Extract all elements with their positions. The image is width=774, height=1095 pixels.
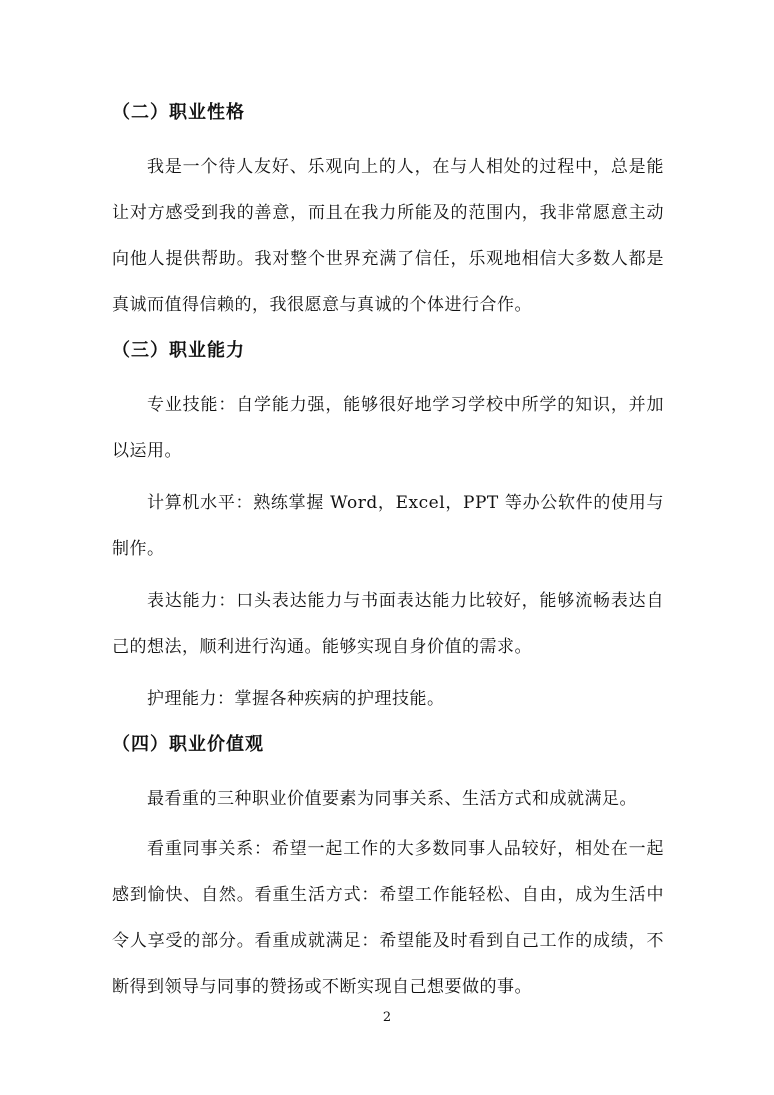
paragraph-nursing-skill: 护理能力：掌握各种疾病的护理技能。 bbox=[147, 689, 445, 709]
section-heading-personality: （二）职业性格 bbox=[112, 102, 245, 123]
paragraph-computer-skill: 计算机水平：熟练掌握 Word，Excel，PPT 等办公软件的使用与制作。 bbox=[112, 493, 664, 559]
paragraph-professional-skill: 专业技能：自学能力强，能够很好地学习学校中所学的知识，并加以运用。 bbox=[112, 395, 664, 461]
page-content bbox=[112, 98, 664, 1010]
paragraph-personality: 我是一个待人友好、乐观向上的人，在与人相处的过程中，总是能让对方感受到我的善意，而且在我力所能及的范围内，我非常愿意主动向他人提供帮助。我对整个世界充满了信任，乐观地相信大多数人都是真诚而值得信赖的，我很愿意与真诚的个体进行合作。 bbox=[112, 157, 664, 315]
paragraph-values-detail: 看重同事关系：希望一起工作的大多数同事人品较好，相处在一起感到愉快、自然。看重生活方式：希望工作能轻松、自由，成为生活中令人享受的部分。看重成就满足：希望能及时看到自己工作的成绩，不断得到领导与同事的赞扬或不断实现自己想要做的事。 bbox=[112, 839, 664, 997]
paragraph-expression-skill: 表达能力：口头表达能力与书面表达能力比较好，能够流畅表达自己的想法，顺利进行沟通。能够实现自身价值的需求。 bbox=[112, 591, 664, 657]
section-heading-ability: （三）职业能力 bbox=[112, 340, 245, 361]
page-number: 2 bbox=[382, 1010, 392, 1025]
section-heading-values: （四）职业价值观 bbox=[112, 734, 264, 755]
paragraph-values-summary: 最看重的三种职业价值要素为同事关系、生活方式和成就满足。 bbox=[147, 789, 637, 809]
